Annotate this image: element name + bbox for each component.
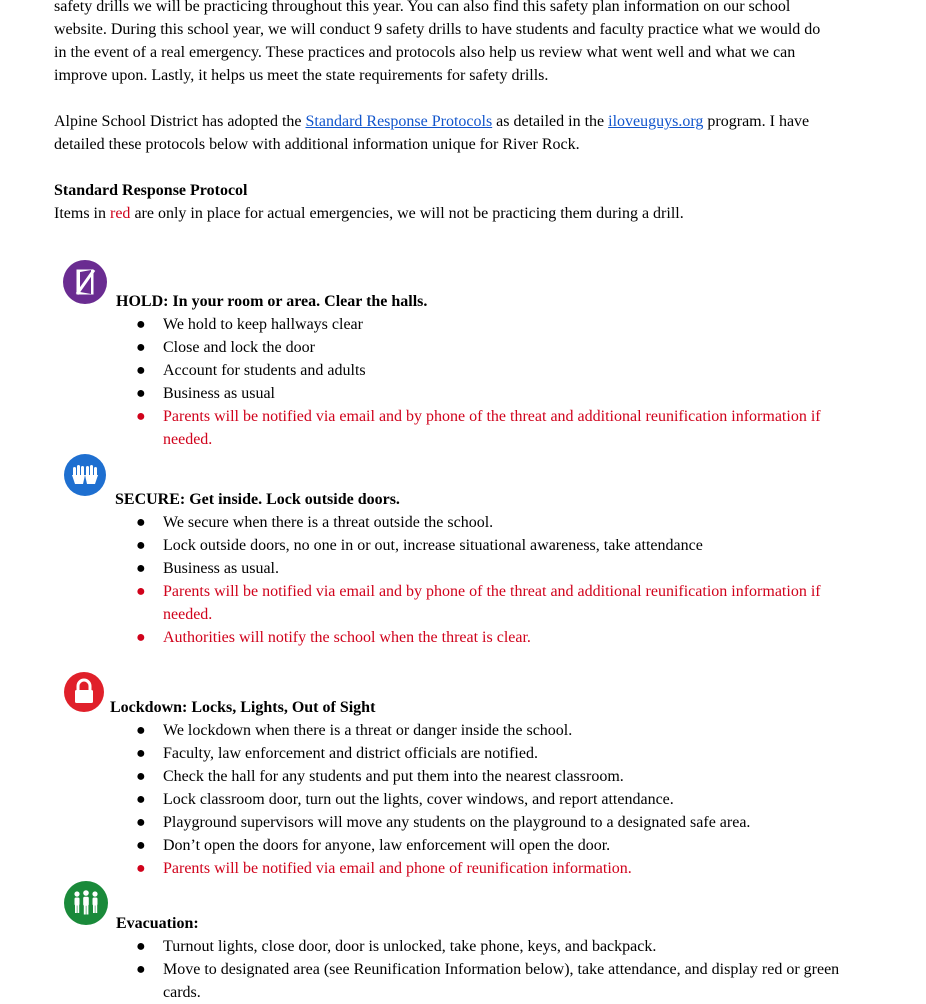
list-item-text: Business as usual. (163, 560, 279, 577)
adopt-text: program. I have (703, 113, 810, 130)
list-item-text: Playground supervisors will move any students on the playground to a designated safe area. (163, 814, 751, 831)
bullet-dot: ● (136, 537, 146, 554)
bullet-dot: ● (136, 745, 146, 762)
list-item (136, 336, 866, 359)
list-item-text: We secure when there is a threat outside the school. (163, 514, 494, 531)
list-item-text: Business as usual (163, 385, 275, 402)
list-item-text: Turnout lights, close door, door is unlocked, take phone, keys, and backpack. (163, 938, 657, 955)
lockdown-bullet-list (136, 719, 866, 880)
adoption-paragraph (54, 110, 874, 156)
protocol-note (54, 202, 874, 225)
list-item-text: We hold to keep hallways clear (163, 316, 363, 333)
list-item-text: Faculty, law enforcement and district officials are notified. (163, 745, 538, 762)
list-item (136, 580, 866, 626)
list-item (136, 626, 866, 649)
lockdown-title: Lockdown: Locks, Lights, Out of Sight (110, 699, 376, 716)
list-item-text: Parents will be notified via email and by phone of the threat and additional reunification information if (163, 408, 821, 425)
bullet-dot: ● (136, 514, 146, 531)
adopt-text: detailed these protocols below with additional information unique for River Rock. (54, 136, 580, 153)
bullet-dot: ● (136, 362, 146, 379)
bullet-dot: ● (136, 560, 146, 577)
standard-response-protocols-link[interactable]: Standard Response Protocols (305, 113, 493, 130)
evacuation-title: Evacuation: (116, 915, 199, 932)
list-item-text: Move to designated area (see Reunification Information below), take attendance, and display red or green (163, 961, 840, 978)
list-item-text: Lock outside doors, no one in or out, increase situational awareness, take attendance (163, 537, 703, 554)
bullet-dot: ● (136, 722, 146, 739)
list-item (136, 557, 866, 580)
secure-bullet-list (136, 511, 866, 649)
list-item (136, 742, 866, 765)
list-item-text: Check the hall for any students and put them into the nearest classroom. (163, 768, 624, 785)
list-item (136, 857, 866, 880)
list-item (136, 511, 866, 534)
adopt-text: as detailed in the (492, 113, 609, 130)
bullet-dot: ● (136, 316, 146, 333)
list-item (136, 935, 866, 958)
evacuation-section (54, 880, 874, 1000)
list-item-text: Authorities will notify the school when the threat is clear. (163, 629, 531, 646)
list-item-text: Parents will be notified via email and phone of reunification information. (163, 860, 632, 877)
hold-section (54, 258, 874, 448)
list-item-text: Close and lock the door (163, 339, 315, 356)
intro-line: website. During this school year, we will conduct 9 safety drills to have students and faculty practice what we would do (54, 21, 821, 38)
list-item (136, 765, 866, 788)
people-group-icon (64, 881, 108, 925)
list-item-text: Lock classroom door, turn out the lights, cover windows, and report attendance. (163, 791, 674, 808)
intro-line: safety drills we will be practicing throughout this year. You can also find this safety plan information on our school (54, 0, 791, 15)
secure-section (54, 456, 874, 656)
lockdown-section (54, 664, 874, 884)
evacuation-bullet-list (136, 935, 866, 1004)
list-item-text: Account for students and adults (163, 362, 366, 379)
bullet-dot: ● (136, 408, 146, 425)
list-item-text: needed. (163, 431, 213, 448)
bullet-dot: ● (136, 961, 146, 978)
list-item-text: We lockdown when there is a threat or danger inside the school. (163, 722, 573, 739)
hold-door-icon (63, 260, 107, 304)
list-item (136, 382, 866, 405)
list-item (136, 313, 866, 336)
list-item-text: cards. (163, 984, 201, 1001)
note-text: Items in (54, 205, 110, 222)
list-item (136, 958, 866, 1004)
adopt-text: Alpine School District has adopted the (54, 113, 306, 130)
bullet-dot: ● (136, 768, 146, 785)
note-text: are only in place for actual emergencies, we will not be practicing them during a drill. (130, 205, 684, 222)
bullet-dot: ● (136, 938, 146, 955)
list-item (136, 719, 866, 742)
list-item-text: needed. (163, 606, 213, 623)
protocol-heading: Standard Response Protocol (54, 182, 248, 199)
list-item (136, 834, 866, 857)
secure-title: SECURE: Get inside. Lock outside doors. (115, 491, 400, 508)
bullet-dot: ● (136, 791, 146, 808)
list-item (136, 811, 866, 834)
intro-paragraph (54, 0, 874, 87)
list-item (136, 534, 866, 557)
secure-hands-icon (64, 454, 106, 496)
bullet-dot: ● (136, 837, 146, 854)
intro-line: improve upon. Lastly, it helps us meet the state requirements for safety drills. (54, 67, 549, 84)
bullet-dot: ● (136, 339, 146, 356)
list-item (136, 788, 866, 811)
bullet-dot: ● (136, 814, 146, 831)
hold-title: HOLD: In your room or area. Clear the halls. (116, 293, 428, 310)
note-red-word: red (110, 205, 131, 222)
list-item-text: Parents will be notified via email and by phone of the threat and additional reunification information if (163, 583, 821, 600)
list-item (136, 405, 866, 451)
hold-bullet-list (136, 313, 866, 451)
intro-line: in the event of a real emergency. These practices and protocols also help us review what went well and what we can (54, 44, 796, 61)
padlock-icon (64, 672, 104, 712)
bullet-dot: ● (136, 583, 146, 600)
bullet-dot: ● (136, 629, 146, 646)
list-item-text: Don’t open the doors for anyone, law enforcement will open the door. (163, 837, 611, 854)
bullet-dot: ● (136, 385, 146, 402)
bullet-dot: ● (136, 860, 146, 877)
iloveuguys-link[interactable]: iloveuguys.org (608, 113, 704, 130)
document-page (54, 0, 874, 225)
list-item (136, 359, 866, 382)
